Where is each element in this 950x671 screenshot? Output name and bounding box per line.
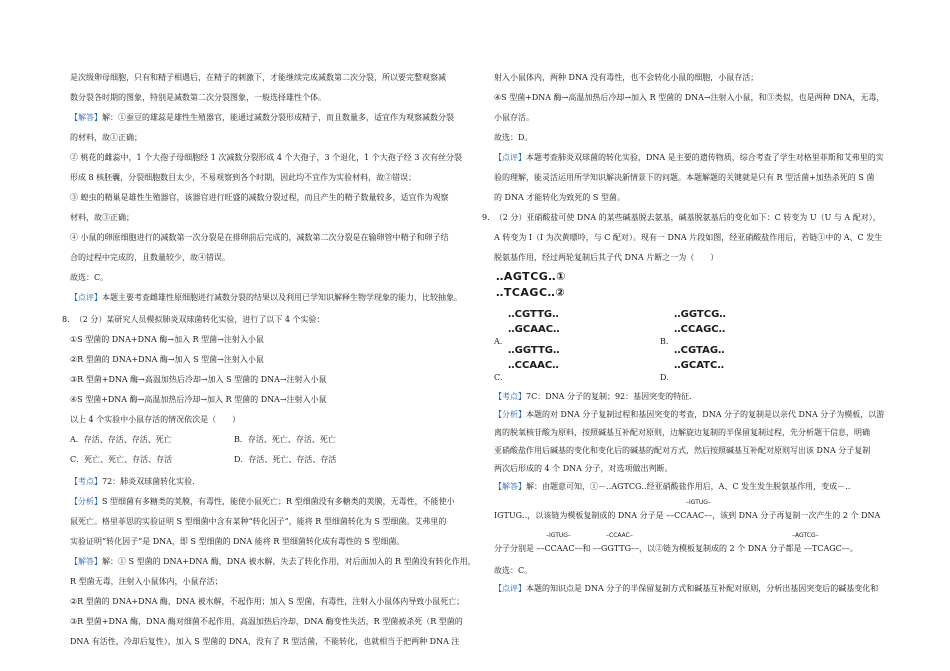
- text-line: ④S 型菌+DNA 酶→高温加热后冷却→加入 R 型菌的 DNA→注射入小鼠，和③类似，也是两种 DNA，无毒，: [494, 93, 885, 102]
- text-line: 亚硝酸盐作用后碱基的变化和变化后的碱基的配对方式，然后按照碱基互补配对原则写出该 DNA 分子复制: [494, 446, 871, 455]
- text-line: 故选：C。: [70, 273, 109, 282]
- text-line: 合的过程中完成的，且数量较少，故④错误。: [70, 253, 230, 262]
- kaodian-line: [494, 391, 692, 403]
- text-line: 故选：C。: [494, 566, 533, 575]
- text-span: 解：①蚕豆的雄蕊是雄性生殖器官，能通过减数分裂形成精子，而且数量多，适宜作为观察减数分裂: [102, 113, 454, 122]
- comment-tag: 【点评】: [494, 153, 526, 162]
- text-line: 小鼠存活。: [494, 113, 534, 122]
- answer-line: [494, 481, 850, 493]
- text-line: 验的理解，能灵活运用所学知识解决新情景下的问题。本题解题的关键就是只有 R 型活菌+加热杀死的 S 菌: [494, 173, 875, 182]
- text-line: R 型菌无毒，注射入小鼠体内，小鼠存活；: [70, 577, 223, 586]
- comment-tag: 【点评】: [494, 584, 526, 593]
- option-c: C．死亡、死亡、存活、存活: [70, 455, 173, 464]
- text-span: 解：① S 型菌的 DNA+DNA 酶，DNA 被水解，失去了转化作用，对后面加入的 R 型菌没有转化作用，: [102, 557, 476, 566]
- experiment-line: ①S 型菌的 DNA+DNA 酶→加入 R 型菌→注射入小鼠: [70, 335, 264, 344]
- question-ask: 以上 4 个实验中小鼠存活的情况依次是（ ）: [70, 415, 241, 424]
- text-line: 两次后形成的 4 个 DNA 分子，对选项做出判断。: [494, 464, 673, 473]
- option-c-bottom: ‥CCAAC‥: [508, 360, 559, 371]
- formula-label: –CCAAC–: [606, 532, 633, 539]
- text-line: ③R 型菌+DNA 酶，DNA 酶对细菌不起作用，高温加热后冷却，DNA 酶变性失活，R 型菌被杀死（R 型菌的: [70, 617, 463, 626]
- text-span: 本题主要考查雌雄性原细胞进行减数分裂的结果以及利用已学知识解释生物学现象的能力，比较抽象。: [102, 293, 462, 302]
- formula-label: –AGTCG–: [792, 532, 819, 539]
- text-span: 7C：DNA 分子的复制；92：基因突变的特征.: [526, 392, 692, 401]
- text-line: 脱氨基作用，经过两轮复制后其子代 DNA 片断之一为（ ）: [494, 253, 719, 262]
- text-line: 材料，故③正确；: [70, 213, 134, 222]
- dna-strand-1: ‥AGTCG‥①: [496, 270, 566, 283]
- option-b: B．存活、死亡、存活、死亡: [234, 435, 336, 444]
- text-line: ③ 蝗虫的精巢是雄性生殖器官，该器官进行旺盛的减数分裂过程，而且产生的精子数量较多，适宜作为观察: [70, 193, 449, 202]
- kaodian-tag: 【考点】: [494, 392, 526, 401]
- analysis-line: [494, 409, 884, 421]
- text-line: A 转变为 I（I 为次黄嘌呤，与 C 配对）。现有一 DNA 片段如图，经亚硝酸盐作用后，若链①中的 A、C 发生: [494, 233, 883, 242]
- option-c-top: ‥GGTTG‥: [508, 345, 560, 356]
- analysis-tag: 【分析】: [70, 497, 102, 506]
- text-span: 本题的对 DNA 分子复制过程和基因突变的考查，DNA 分子的复制是以亲代 DNA 分子为模板，以游: [526, 410, 885, 419]
- text-span: 本题考查肺炎双球菌的转化实验，DNA 是主要的遗传物质，综合考查了学生对格里菲斯和艾弗里的实: [526, 153, 884, 162]
- text-line: DNA 有活性，冷却后复性），加入 S 型菌的 DNA，没有了 R 型活菌，不能转化，也就相当于把两种 DNA 注: [70, 637, 460, 646]
- text-line: 射入小鼠体内，两种 DNA 没有毒性，也不会转化小鼠的细胞，小鼠存活；: [494, 73, 759, 82]
- answer-tag: 【解答】: [494, 482, 526, 491]
- experiment-line: ③R 型菌+DNA 酶→高温加热后冷却→加入 S 型菌的 DNA→注射入小鼠: [70, 375, 327, 384]
- text-line: 实验证明“转化因子”是 DNA，即 S 型细菌的 DNA 能将 R 型细菌转化成有毒性的 S 型细菌。: [70, 537, 405, 546]
- kaodian-line: [70, 476, 195, 488]
- option-a-label: A．: [494, 337, 508, 346]
- dna-strand-2: ‥TCAGC‥②: [496, 286, 566, 299]
- option-a-bottom: ‥GCAAC‥: [508, 324, 560, 335]
- experiment-line: ②R 型菌的 DNA+DNA 酶→加入 S 型菌→注射入小鼠: [70, 355, 264, 364]
- text-line: 的 DNA 才能转化为致死的 S 型菌。: [494, 193, 625, 202]
- comment-line: [70, 292, 462, 304]
- text-line: 离的脱氧核苷酸为原料，按照碱基互补配对原则，边解旋边复制的半保留复制过程，先分析题干信息，明确: [494, 428, 870, 437]
- comment-line: [494, 152, 884, 164]
- text-line: ②R 型菌的 DNA+DNA 酶，DNA 被水解，不起作用；加入 S 型菌，有毒性，注射入小鼠体内导致小鼠死亡；: [70, 597, 465, 606]
- text-line: ④ 小鼠的卵原细胞进行的减数第一次分裂是在排卵前后完成的，减数第二次分裂是在输卵管中精子和卵子结: [70, 233, 449, 242]
- text-span: 72：肺炎双球菌转化实验.: [102, 477, 195, 486]
- question-9-stem: [482, 212, 881, 224]
- text-line: 是次级卵母细胞，只有和精子相遇后，在精子的刺激下，才能继续完成减数第二次分裂，所以要完整观察减: [70, 73, 446, 82]
- option-b-bottom: ‥CCAGC‥: [674, 324, 726, 335]
- text-line: 故选：D。: [494, 133, 533, 142]
- answer-line: [70, 112, 454, 124]
- option-d: D．存活、死亡、存活、存活: [234, 455, 337, 464]
- text-span: S 型细菌有多糖类的荚膜，有毒性，能使小鼠死亡；R 型细菌没有多糖类的荚膜，无毒性，不能使小: [102, 497, 455, 506]
- text-span: （2 分）亚硝酸盐可使 DNA 的某些碱基脱去氨基，碱基脱氨基后的变化如下：C 转变为 U（U 与 A 配对），: [494, 213, 881, 222]
- option-c-label: C．: [494, 373, 509, 382]
- text-line: 数分裂各时期的图象，特别是减数第二次分裂图象，一般选择雄性个体。: [70, 93, 326, 102]
- question-number: 9.: [482, 213, 490, 222]
- option-a-top: ‥CGTTG‥: [508, 309, 559, 320]
- option-d-top: ‥CGTAG‥: [674, 345, 725, 356]
- analysis-line: [70, 496, 455, 508]
- question-number: 8.: [62, 315, 70, 324]
- answer-tag: 【解答】: [70, 557, 102, 566]
- text-span: （2 分）某研究人员模拟肺炎双球菌转化实验，进行了以下 4 个实验：: [74, 315, 325, 324]
- question-8-stem: [62, 314, 325, 326]
- option-d-bottom: ‥GCATC‥: [674, 360, 725, 371]
- text-line: 分子分别是 ––CCAAC––和 ––GGTTG––，以②链为模板复制成的 2 个 DNA 分子都是 ––TCAGC––。: [494, 544, 858, 553]
- option-a: A．存活、存活、存活、死亡: [70, 435, 172, 444]
- option-b-label: B．: [660, 337, 674, 346]
- text-line: 鼠死亡。格里菲思的实验证明 S 型细菌中含有某种“转化因子”，能将 R 型细菌转化为 S 型细菌。艾弗里的: [70, 517, 447, 526]
- text-span: 本题的知识点是 DNA 分子的半保留复制方式和碱基互补配对原则，分析出基因突变后的碱基变化和: [526, 584, 879, 593]
- experiment-line: ④S 型菌+DNA 酶→高温加热后冷却→加入 R 型菌的 DNA→注射入小鼠: [70, 395, 327, 404]
- answer-line: [70, 556, 476, 568]
- text-line: 形成 8 核胚囊，分裂细胞数目太少，不易观察到各个时期，因此均不宜作为实验材料，故②错误；: [70, 173, 417, 182]
- comment-tag: 【点评】: [70, 293, 102, 302]
- answer-tag: 【解答】: [70, 113, 102, 122]
- comment-line: [494, 583, 878, 595]
- text-line: IGTUG‥，以该链为模板复制成的 DNA 分子是 ––CCAAC––，该到 DNA 分子再复制一次产生的 2 个 DNA: [494, 511, 881, 520]
- option-b-top: ‥GGTCG‥: [674, 309, 726, 320]
- kaodian-tag: 【考点】: [70, 477, 102, 486]
- text-line: 的材料，故①正确；: [70, 133, 142, 142]
- analysis-tag: 【分析】: [494, 410, 526, 419]
- option-d-label: D．: [660, 373, 675, 382]
- formula-label: –IGTUG–: [546, 532, 571, 539]
- text-span: 解：由题意可知，①－‥AGTCG‥经亚硝酸盐作用后，A、C 发生发生脱氨基作用，变成－‥: [526, 482, 851, 491]
- text-line: ② 桃花的雌蕊中，1 个大孢子母细胞经 1 次减数分裂形成 4 个大孢子，3 个退化，1 个大孢子经 3 次有丝分裂: [70, 153, 462, 162]
- formula-label: –IGTUG–: [686, 499, 711, 506]
